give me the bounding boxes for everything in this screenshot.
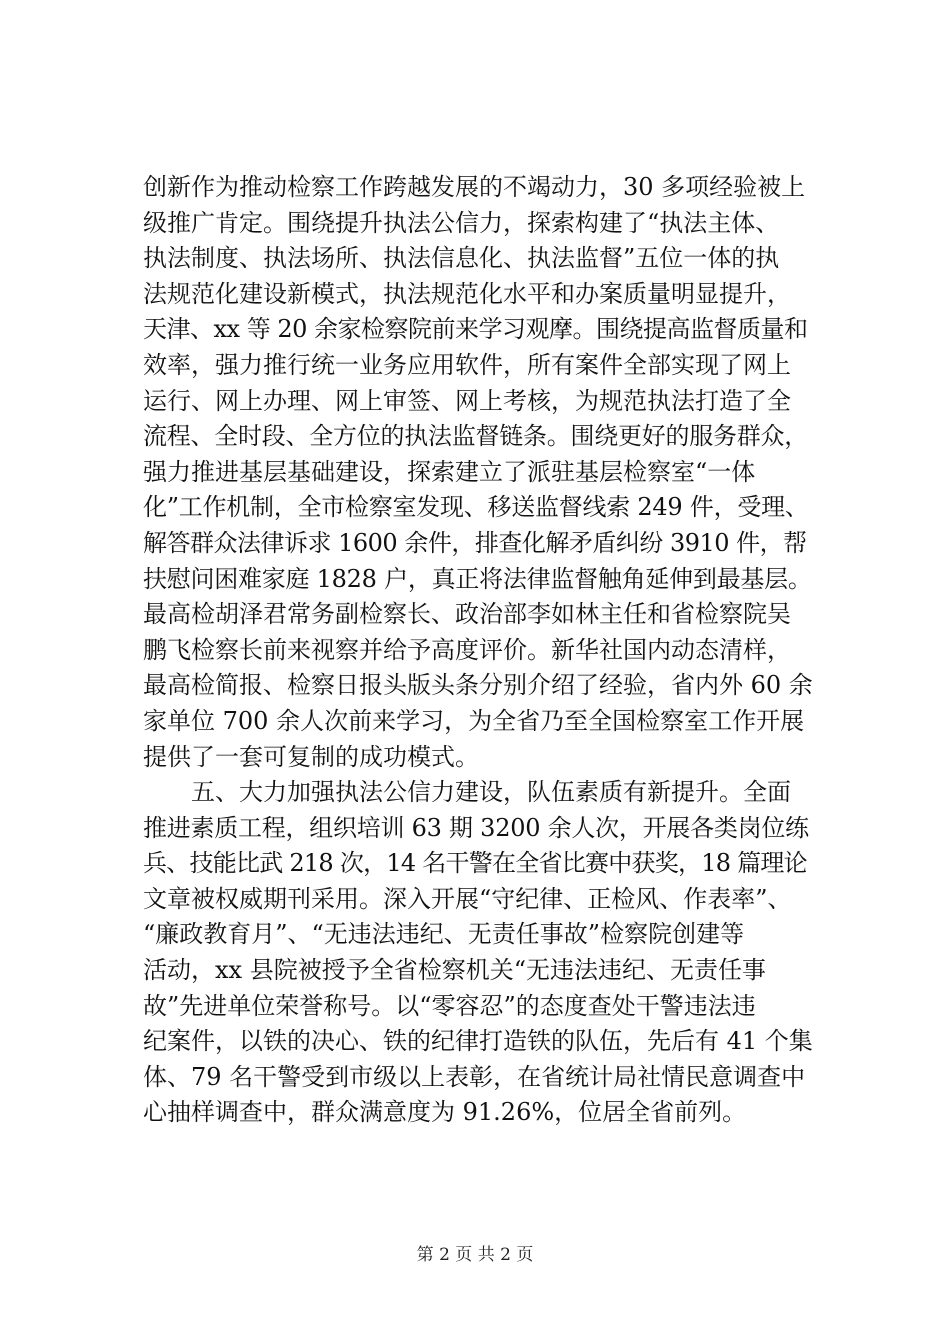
text-line: 创新作为推动检察工作跨越发展的不竭动力，30 多项经验被上 xyxy=(143,173,806,201)
text-line: 化”工作机制，全市检察室发现、移送监督线索 249 件，受理、 xyxy=(143,493,809,522)
text-line: 强力推进基层基础建设，探索建立了派驻基层检察室“一体 xyxy=(143,457,756,486)
page-number: 第 2 页 共 2 页 xyxy=(416,1245,534,1265)
text-line: 体、79 名干警受到市级以上表彰，在省统计局社情民意调查中 xyxy=(143,1062,806,1091)
text-line: 解答群众法律诉求 1600 余件，排查化解矛盾纠纷 3910 件，帮 xyxy=(143,528,807,557)
paragraph-1 xyxy=(143,170,813,775)
paragraph-2 xyxy=(143,775,813,1131)
text-line: 最高检胡泽君常务副检察长、政治部李如林主任和省检察院吴 xyxy=(143,600,791,629)
text-line: 效率，强力推行统一业务应用软件，所有案件全部实现了网上 xyxy=(143,350,791,379)
text-line: 家单位 700 余人次前来学习，为全省乃至全国检察室工作开展 xyxy=(143,706,805,735)
text-line: 法规范化建设新模式，执法规范化水平和办案质量明显提升， xyxy=(143,279,791,308)
text-line: 提供了一套可复制的成功模式。 xyxy=(143,742,479,771)
page-footer xyxy=(0,1244,950,1266)
text-line: 鹏飞检察长前来视察并给予高度评价。新华社国内动态清样， xyxy=(143,635,791,664)
text-line: 最高检简报、检察日报头版头条分别介绍了经验，省内外 60 余 xyxy=(143,671,813,700)
text-line: 文章被权威期刊采用。深入开展“守纪律、正检风、作表率”、 xyxy=(143,884,792,913)
text-line: 执法制度、执法场所、执法信息化、执法监督”五位一体的执 xyxy=(143,244,780,273)
text-line: 活动，xx 县院被授予全省检察机关“无违法违纪、无责任事 xyxy=(143,956,766,985)
text-line: 流程、全时段、全方位的执法监督链条。围绕更好的服务群众， xyxy=(143,422,808,451)
text-line: 扶慰问困难家庭 1828 户，真正将法律监督触角延伸到最基层。 xyxy=(143,564,812,593)
text-line: 运行、网上办理、网上审签、网上考核，为规范执法打造了全 xyxy=(143,386,791,415)
text-line: “廉政教育月”、“无违法违纪、无责任事故”检察院创建等 xyxy=(143,920,745,949)
text-line: 故”先进单位荣誉称号。以“零容忍”的态度查处干警违法违 xyxy=(143,991,756,1020)
text-line: 推进素质工程，组织培训 63 期 3200 余人次，开展各类岗位练 xyxy=(143,813,809,842)
text-line: 级推广肯定。围绕提升执法公信力，探索构建了“执法主体、 xyxy=(143,208,780,237)
text-line: 纪案件，以铁的决心、铁的纪律打造铁的队伍，先后有 41 个集 xyxy=(143,1027,813,1056)
text-line: 兵、技能比武 218 次，14 名干警在全省比赛中获奖，18 篇理论 xyxy=(143,849,807,878)
text-line: 五、大力加强执法公信力建设，队伍素质有新提升。全面 xyxy=(191,778,791,807)
body-text xyxy=(143,170,813,1131)
text-line: 心抽样调查中，群众满意度为 91.26%，位居全省前列。 xyxy=(143,1098,747,1127)
text-line: 天津、xx 等 20 余家检察院前来学习观摩。围绕提高监督质量和 xyxy=(143,315,808,344)
